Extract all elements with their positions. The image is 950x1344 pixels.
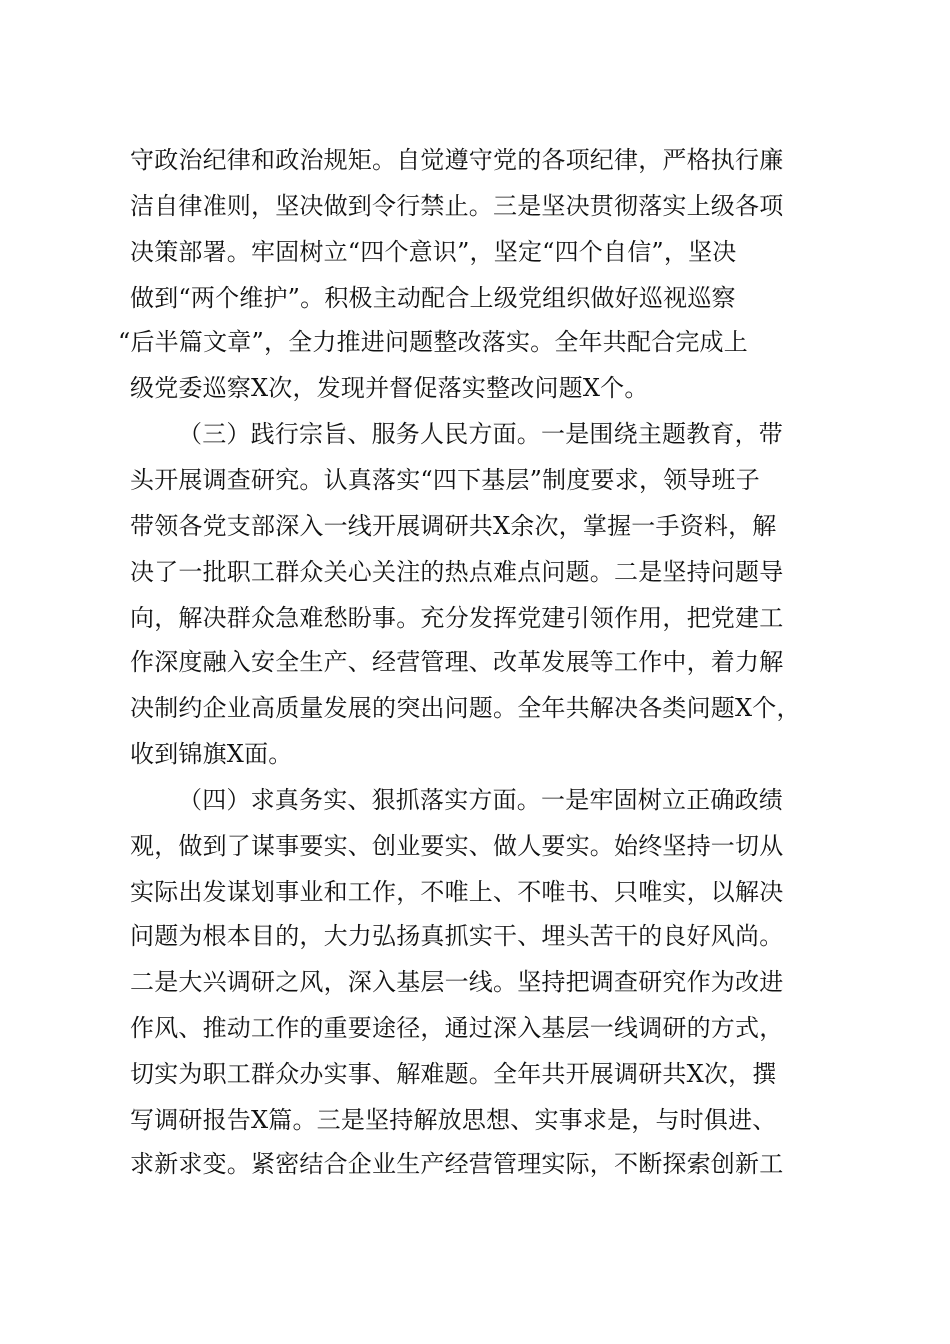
section-heading-3: （三）践行宗旨、服务人民方面。一是围绕主题教育，带 <box>178 420 783 448</box>
text-line: 问题为根本目的，大力弘扬真抓实干、埋头苦干的良好风尚。 <box>130 922 784 950</box>
text-line: 决制约企业高质量发展的突出问题。全年共解决各类问题X个， <box>130 694 801 722</box>
text-line: 收到锦旗X面。 <box>130 740 293 768</box>
text-line: 向，解决群众急难愁盼事。充分发挥党建引领作用，把党建工 <box>130 604 784 632</box>
text-line: 带领各党支部深入一线开展调研共X余次，掌握一手资料，解 <box>130 512 777 540</box>
text-line: 切实为职工群众办实事、解难题。全年共开展调研共X次，撰 <box>130 1060 777 1088</box>
text-line: 二是大兴调研之风，深入基层一线。坚持把调查研究作为改进 <box>130 968 784 996</box>
text-line: 守政治纪律和政治规矩。自觉遵守党的各项纪律，严格执行廉 <box>130 146 784 174</box>
text-line: 决了一批职工群众关心关注的热点难点问题。二是坚持问题导 <box>130 558 784 586</box>
text-line: 洁自律准则，坚决做到令行禁止。三是坚决贯彻落实上级各项 <box>130 192 784 220</box>
section-heading-4: （四）求真务实、狠抓落实方面。一是牢固树立正确政绩 <box>178 786 783 814</box>
text-line: 做到“两个维护”。积极主动配合上级党组织做好巡视巡察 <box>130 284 736 312</box>
text-line: 求新求变。紧密结合企业生产经营管理实际，不断探索创新工 <box>130 1150 784 1178</box>
text-line: 写调研报告X篇。三是坚持解放思想、实事求是，与时俱进、 <box>130 1106 777 1134</box>
text-line: 实际出发谋划事业和工作，不唯上、不唯书、只唯实，以解决 <box>130 878 784 906</box>
text-line: 级党委巡察X次，发现并督促落实整改问题X个。 <box>130 374 649 402</box>
text-line: 决策部署。牢固树立“四个意识”，坚定“四个自信”，坚决 <box>130 238 737 266</box>
text-line: 作深度融入安全生产、经营管理、改革发展等工作中，着力解 <box>130 648 784 676</box>
text-line: 作风、推动工作的重要途径，通过深入基层一线调研的方式， <box>130 1014 784 1042</box>
text-line: “后半篇文章”，全力推进问题整改落实。全年共配合完成上 <box>118 328 748 356</box>
text-line: 观，做到了谋事要实、创业要实、做人要实。始终坚持一切从 <box>130 832 784 860</box>
text-line: 头开展调查研究。认真落实“四下基层”制度要求，领导班子 <box>130 466 760 494</box>
